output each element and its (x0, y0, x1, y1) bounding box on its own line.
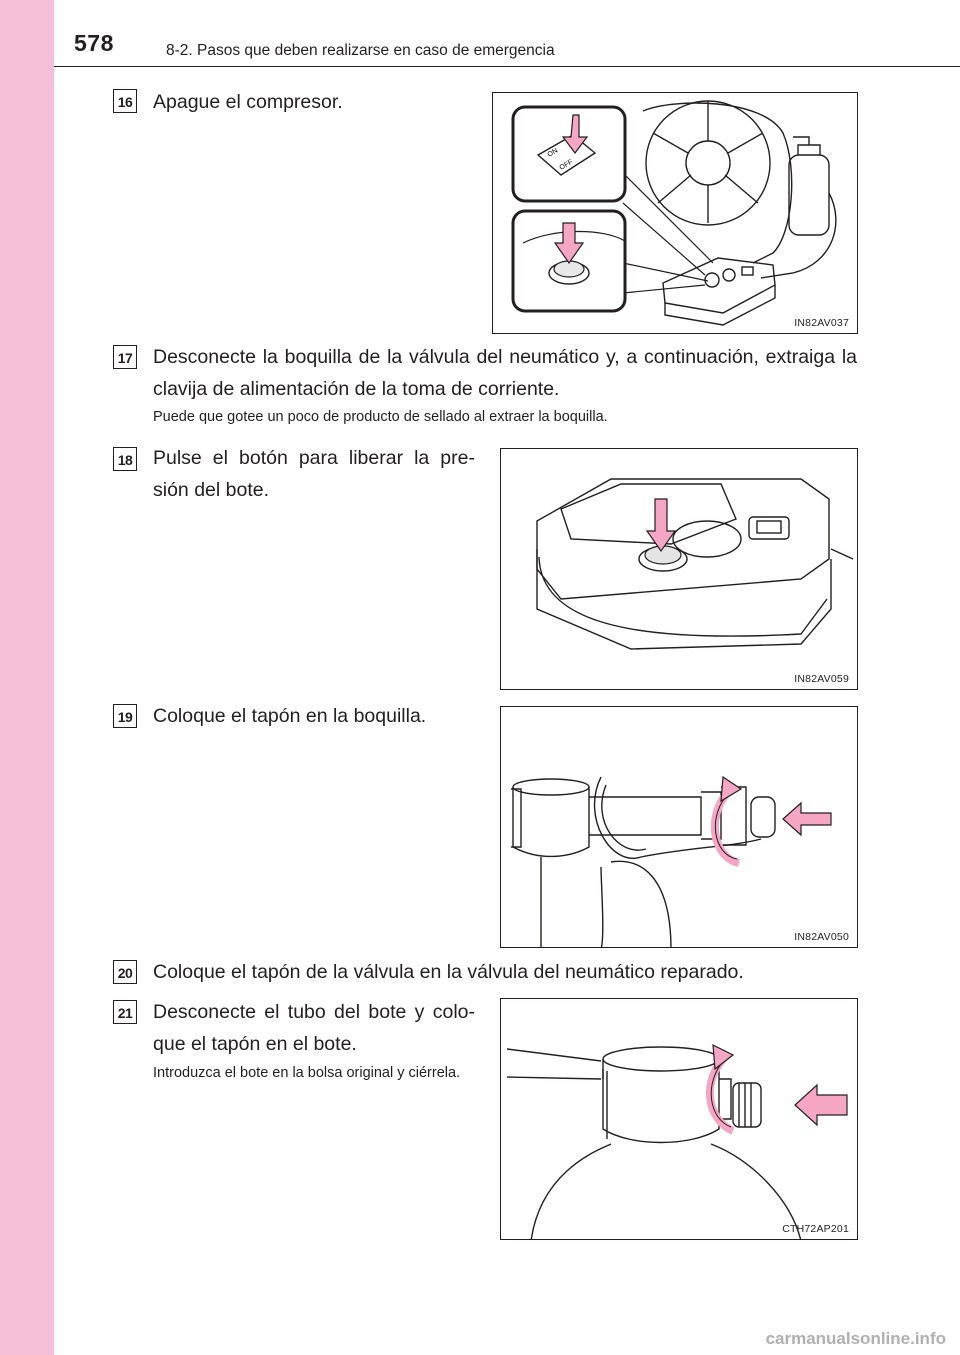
figure-code: CTH72AP201 (782, 1223, 849, 1235)
watermark: carmanualsonline.info (765, 1329, 946, 1348)
header-divider (54, 66, 960, 67)
step-number-21: 21 (113, 1000, 137, 1024)
step-18-text: Pulse el botón para liberar la pre-sión del bote. (153, 447, 475, 501)
nozzle-cap-illustration (501, 707, 858, 948)
step-number-17: 17 (113, 345, 137, 369)
step-number-16: 16 (113, 89, 137, 113)
step-17-text: Desconecte la boquilla de la válvula del neumático y, a continuación, extraiga la clavija de alimentación de la toma de corriente. (153, 346, 857, 400)
on-label: ON (546, 147, 560, 159)
figure-code: IN82AV037 (794, 317, 849, 329)
figure-code: IN82AV059 (794, 673, 849, 685)
figure-nozzle-cap (500, 706, 858, 948)
compressor-button-illustration (501, 449, 858, 690)
step-20-text: Coloque el tapón de la válvula en la válvula del neumático reparado. (153, 961, 744, 983)
step-17-note: Puede que gotee un poco de producto de sellado al extraer la boquilla. (153, 409, 608, 425)
figure-pressure-release-button (500, 448, 858, 690)
step-19-text: Coloque el tapón en la boquilla. (153, 705, 427, 727)
step-21-text: Desconecte el tubo del bote y colo-que el tapón en el bote. (153, 1001, 475, 1055)
figure-code: IN82AV050 (794, 931, 849, 943)
pink-side-tab (0, 0, 54, 1355)
figure-canister-cap (500, 998, 858, 1240)
canister-cap-illustration (501, 999, 858, 1240)
page-number: 578 (74, 30, 114, 56)
off-label: OFF (558, 158, 575, 172)
figure-compressor-off (492, 92, 858, 334)
step-number-19: 19 (113, 704, 137, 728)
section-title: 8-2. Pasos que deben realizarse en caso de emergencia (166, 42, 555, 59)
step-number-20: 20 (113, 960, 137, 984)
step-21-note: Introduzca el bote en la bolsa original y ciérrela. (153, 1065, 461, 1081)
compressor-off-illustration (493, 93, 858, 334)
step-number-18: 18 (113, 447, 137, 471)
step-16-text: Apague el compresor. (153, 91, 343, 113)
